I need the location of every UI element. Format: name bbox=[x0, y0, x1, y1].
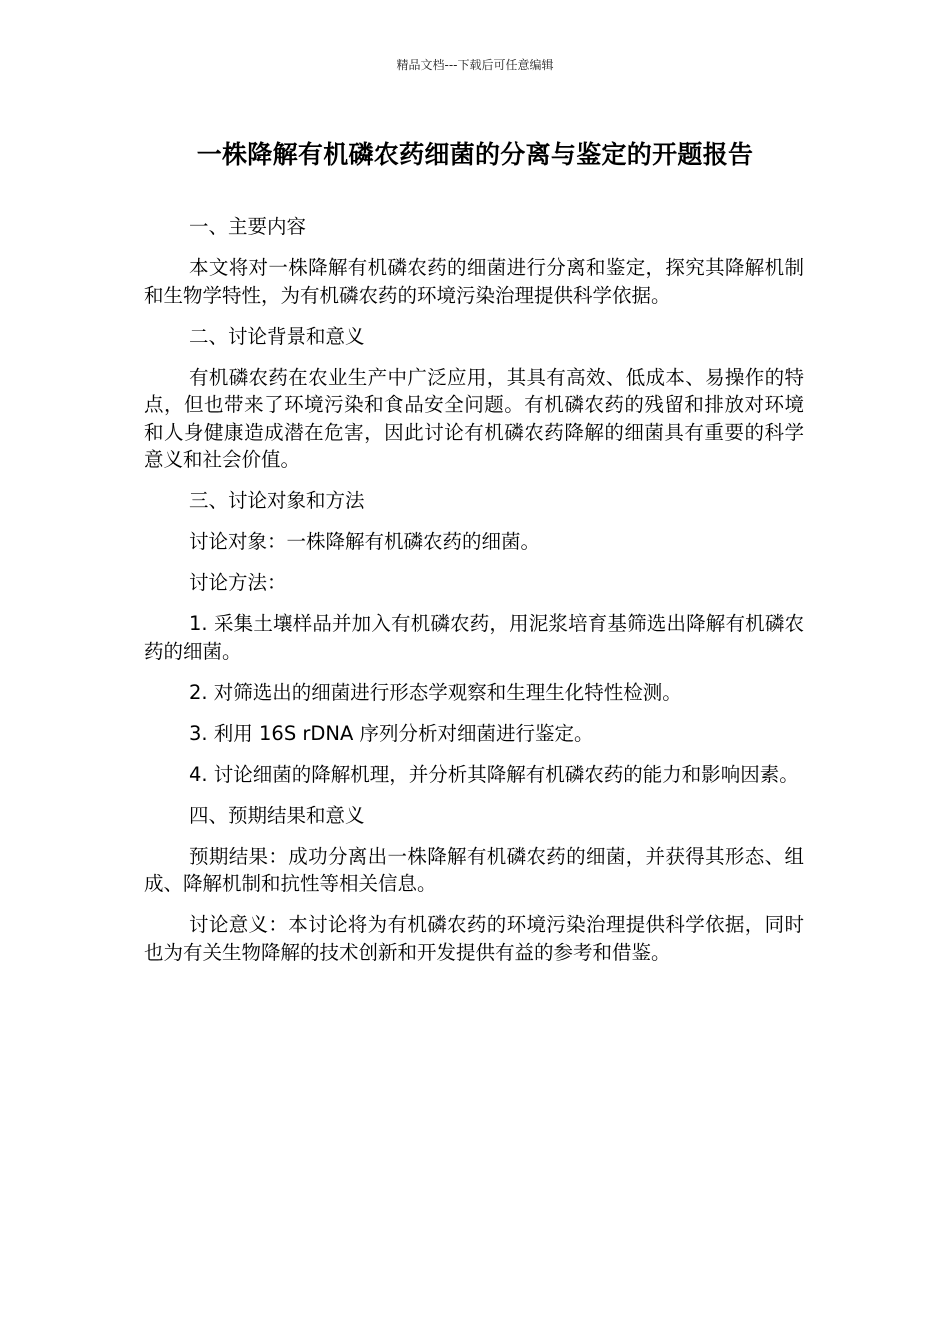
document-title: 一株降解有机磷农药细菌的分离与鉴定的开题报告 bbox=[196, 140, 754, 169]
method-step-4: 4. 讨论细菌的降解机理，并分析其降解有机磷农药的能力和影响因素。 bbox=[189, 762, 799, 786]
section-heading-object-method: 三、讨论对象和方法 bbox=[189, 489, 365, 512]
section-heading-expected: 四、预期结果和意义 bbox=[189, 803, 365, 827]
method-step-2: 2. 对筛选出的细菌进行形态学观察和生理生化特性检测。 bbox=[189, 680, 682, 704]
section-heading-background: 二、讨论背景和意义 bbox=[189, 324, 365, 348]
paragraph-main-content: 本文将对一株降解有机磷农药的细菌进行分离和鉴定，探究其降解机制和生物学特性，为有机磷农药的环境污染治理提供科学依据。 bbox=[144, 256, 804, 307]
header-note: 精品文档---下载后可任意编辑 bbox=[396, 58, 554, 72]
paragraph-significance: 讨论意义：本讨论将为有机磷农药的环境污染治理提供科学依据，同时也为有关生物降解的技术创新和开发提供有益的参考和借鉴。 bbox=[144, 913, 804, 964]
paragraph-object: 讨论对象：一株降解有机磷农药的细菌。 bbox=[189, 530, 541, 553]
paragraph-background: 有机磷农药在农业生产中广泛应用，其具有高效、低成本、易操作的特点，但也带来了环境污染和食品安全问题。有机磷农药的残留和排放对环境和人身健康造成潜在危害，因此讨论有机磷农药降解的细菌具有重要的科学意义和社会价值。 bbox=[144, 365, 804, 471]
method-step-1: 1. 采集土壤样品并加入有机磷农药，用泥浆培育基筛选出降解有机磷农药的细菌。 bbox=[144, 612, 804, 663]
paragraph-expected-results: 预期结果：成功分离出一株降解有机磷农药的细菌，并获得其形态、组成、降解机制和抗性等相关信息。 bbox=[144, 844, 804, 895]
method-step-3: 3. 利用 16S rDNA 序列分析对细菌进行鉴定。 bbox=[189, 721, 594, 745]
section-heading-main-content: 一、主要内容 bbox=[189, 215, 307, 238]
paragraph-method-label: 讨论方法： bbox=[189, 571, 287, 594]
document-body bbox=[144, 213, 804, 980]
